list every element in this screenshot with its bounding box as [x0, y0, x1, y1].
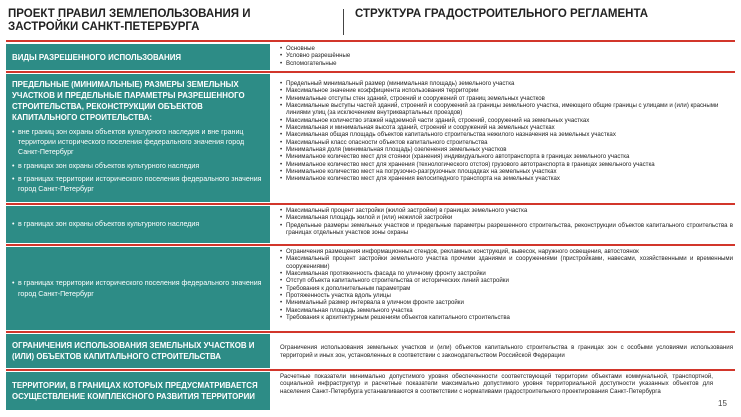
list-item: • Минимальный размер интервала в уличном фронте застройки	[280, 299, 733, 306]
list-item: • Основные	[280, 45, 733, 52]
list-item: • Протяженность участка вдоль улицы	[280, 292, 733, 299]
permitted-use-list	[280, 45, 733, 67]
row-parameters-heading-panel	[6, 74, 270, 202]
row-heritage-zones-heading-panel	[6, 206, 270, 243]
list-item: • Минимальное количество мест для стоянки (хранения) индивидуального автотранспорта в границах земельного участка	[280, 153, 733, 160]
row-heritage-zones-subheadings	[12, 219, 264, 229]
list-item: • Максимальная протяженность фасада по уличному фронту застройки	[280, 270, 733, 277]
restrictions-text: Ограничения использования земельных участков и (или) объектов капитального строительства в границах зон с особыми условиями использования территорий и иных зон, установленных в соответствии с законодательством Российской Федерации	[280, 344, 733, 359]
list-item: • Условно разрешённые	[280, 52, 733, 59]
subheading-historic-settlement: • в границах территории исторического поселения федерального значения город Санкт-Петербург	[12, 278, 264, 298]
section-title: СТРУКТУРА ГРАДОСТРОИТЕЛЬНОГО РЕГЛАМЕНТА	[355, 8, 649, 20]
row-permitted-use	[6, 44, 735, 70]
row-permitted-use-heading-panel	[6, 44, 270, 70]
list-item: • Максимальный процент застройки (жилой застройки) в границах земельного участка	[280, 207, 733, 214]
historic-settlement-list	[280, 248, 733, 321]
page-title: ПРОЕКТ ПРАВИЛ ЗЕМЛЕПОЛЬЗОВАНИЯ И ЗАСТРОЙКИ САНКТ-ПЕТЕРБУРГА	[8, 8, 251, 33]
list-item: • Максимальное значение коэффициента использования территории	[280, 87, 733, 94]
header-underline	[6, 40, 735, 42]
row-heritage-zones	[6, 206, 735, 243]
row-separator	[6, 71, 735, 73]
row-separator	[6, 331, 735, 333]
list-item: • Вспомогательные	[280, 60, 733, 67]
list-item: • Предельный минимальный размер (минимальная площадь) земельного участка	[280, 80, 733, 87]
subheading-heritage-zones: • в границах зон охраны объектов культурного наследия	[12, 219, 264, 229]
list-item: • Максимальные выступы частей зданий, строений и сооружений за границы земельного участка, имеющего общие границы с улицами и (или) красными линиями улиц (за исключением внутриквартальных проездов)	[280, 102, 733, 117]
list-item: • Предельные размеры земельных участков и предельные параметры разрешенного строительства, реконструкции объектов капитального строительства в границах отдельных участков зоны охраны	[280, 222, 733, 237]
row-complex-development-content	[276, 372, 715, 410]
parameters-list	[280, 80, 733, 183]
header-divider	[343, 9, 344, 35]
row-restrictions-heading: ОГРАНИЧЕНИЯ ИСПОЛЬЗОВАНИЯ ЗЕМЕЛЬНЫХ УЧАСТКОВ И (ИЛИ) ОБЪЕКТОВ КАПИТАЛЬНОГО СТРОИТЕЛЬСТВА	[12, 341, 255, 361]
list-item: • Минимальная доля (минимальная площадь) озеленения земельных участков	[280, 146, 733, 153]
row-restrictions-heading-panel	[6, 334, 270, 368]
list-item: • Максимальная площадь земельного участка	[280, 307, 733, 314]
row-historic-settlement-content	[276, 247, 735, 330]
row-historic-settlement-subheadings	[12, 278, 264, 298]
row-parameters-content	[276, 74, 735, 202]
row-historic-settlement	[6, 247, 735, 330]
list-item: • Максимальный класс опасности объектов капитального строительства	[280, 139, 733, 146]
list-item: • Максимальная общая площадь объектов капитального строительства нежилого назначения на земельных участках	[280, 131, 733, 138]
row-permitted-use-heading: ВИДЫ РАЗРЕШЕННОГО ИСПОЛЬЗОВАНИЯ	[12, 52, 182, 62]
complex-development-text: Расчетные показатели минимально допустимого уровня обеспеченности соответствующей территории объектами коммунальной, транспортной, социальной инфраструктур и расчетные показатели максимально допустимого уровня территориальной доступности указанных объектов для населения Санкт-Петербурга устанавливаются в соответствии с нормативами градостроительного проектирования Санкт-Петербурга	[280, 373, 713, 395]
row-complex-development-heading-panel	[6, 372, 270, 410]
row-complex-development-heading: ТЕРРИТОРИИ, В ГРАНИЦАХ КОТОРЫХ ПРЕДУСМАТРИВАЕТСЯ ОСУЩЕСТВЛЕНИЕ КОМПЛЕКСНОГО РАЗВИТИЯ ТЕРРИТОРИИ	[12, 381, 258, 401]
row-separator	[6, 369, 735, 371]
list-item: • Ограничения размещения информационных стендов, рекламных конструкций, вывесок, наружного освещения, автостоянок	[280, 248, 733, 255]
list-item: • Требования к дополнительным параметрам	[280, 285, 733, 292]
list-item: • Минимальное количество мест для хранения (технологического отстоя) грузового автотранспорта в границах земельного участка	[280, 161, 733, 168]
row-parameters-subheadings	[12, 127, 264, 194]
row-historic-settlement-heading-panel	[6, 247, 270, 330]
row-complex-development	[6, 372, 735, 410]
heritage-zones-list	[280, 207, 733, 236]
list-item: • Минимальное количество мест на погрузочно-разгрузочных площадках на земельных участках	[280, 168, 733, 175]
row-restrictions	[6, 334, 735, 368]
row-separator	[6, 203, 735, 205]
list-item: • Требования к архитектурным решениям объектов капитального строительства	[280, 314, 733, 321]
row-restrictions-content	[276, 334, 735, 368]
list-item: • Максимальная площадь жилой и (или) нежилой застройки	[280, 214, 733, 221]
list-item: • Минимальные отступы стен зданий, строений и сооружений от границ земельных участков	[280, 95, 733, 102]
row-parameters-heading: ПРЕДЕЛЬНЫЕ (МИНИМАЛЬНЫЕ) РАЗМЕРЫ ЗЕМЕЛЬНЫХ УЧАСТКОВ И ПРЕДЕЛЬНЫЕ ПАРАМЕТРЫ РАЗРЕШЕННОГО СТРОИТЕЛЬСТВА, РЕКОНСТРУКЦИИ ОБЪЕКТОВ КАПИТАЛЬНОГО СТРОИТЕЛЬСТВА:	[12, 80, 245, 122]
subheading-heritage-zones: • в границах зон охраны объектов культурного наследия	[12, 161, 264, 171]
row-heritage-zones-content	[276, 206, 735, 243]
page-number: 15	[718, 399, 727, 408]
list-item: • Максимальная и минимальная высота зданий, строений и сооружений на земельных участках	[280, 124, 733, 131]
list-item: • Максимальный процент застройки земельного участка прочими зданиями и сооружениями (пристройками, навесами, хозяйственными и временными сооружениями)	[280, 255, 733, 270]
list-item: • Отступ объекта капитального строительства от исторических линий застройки	[280, 277, 733, 284]
list-item: • Минимальное количество мест для хранения велосипедного транспорта на земельных участках	[280, 175, 733, 182]
row-permitted-use-content	[276, 44, 735, 70]
row-parameters	[6, 74, 735, 202]
subheading-outside-zones: • вне границ зон охраны объектов культурного наследия и вне границ территории исторического поселения федерального значения город Санкт-Петербург	[12, 127, 264, 158]
row-separator	[6, 244, 735, 246]
subheading-historic-settlement: • в границах территории исторического поселения федерального значения город Санкт-Петербург	[12, 174, 264, 194]
list-item: • Максимальное количество этажей надземной части зданий, строений, сооружений на земельных участках	[280, 117, 733, 124]
